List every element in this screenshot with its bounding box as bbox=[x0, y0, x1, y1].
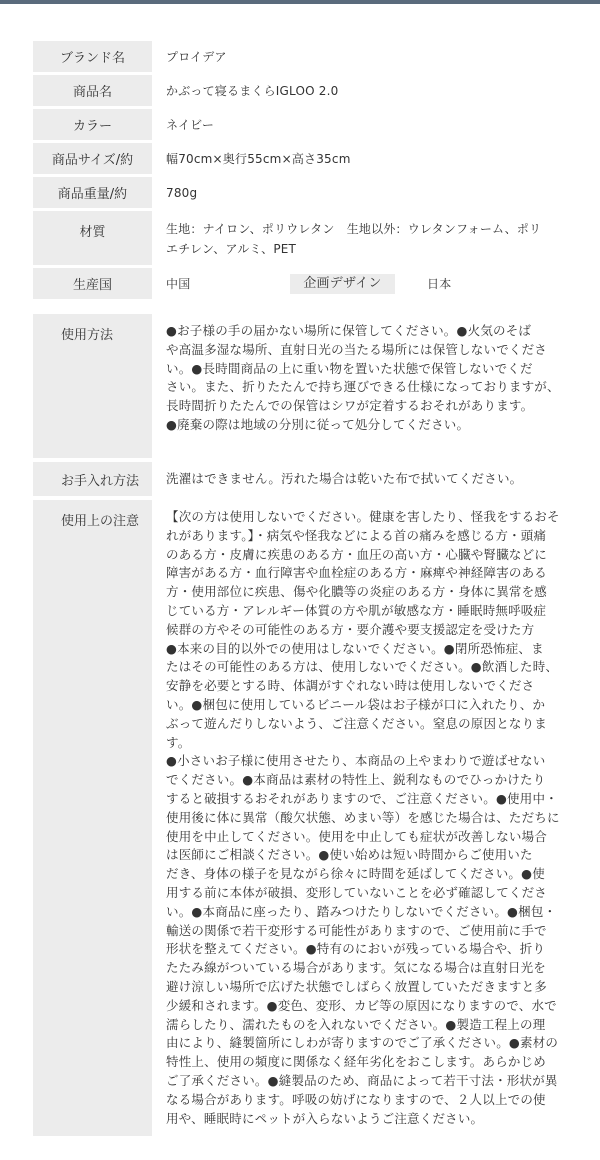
material-value bbox=[152, 211, 573, 265]
spec-row-color bbox=[33, 109, 573, 140]
caution-line: 輸送の関係で若干変形する可能性がありますので、ご使用前に手で bbox=[166, 922, 547, 938]
caution-line: 特性上、使用の頻度に関係なく経年劣化をおこします。あらかじめ bbox=[166, 1054, 547, 1070]
spec-row-weight bbox=[33, 177, 573, 208]
caution-line: のある方・皮膚に疾患のある方・血圧の高い方・心臓や腎臓などに bbox=[166, 546, 548, 562]
caution-line: 用する前に本体が破損、変形していないことを必ず確認してくださ bbox=[166, 884, 548, 900]
material-line-1: 生地：ナイロン、ポリウレタン 生地以外：ウレタンフォーム、ポリ bbox=[166, 222, 542, 236]
caution-line: なる場合があります。呼吸の妨げになりますので、２人以上での使 bbox=[166, 1091, 546, 1107]
spec-row-brand bbox=[33, 41, 573, 72]
caution-line: ぶって遊んだりしないよう、ご注意ください。窒息の原因となります。 bbox=[166, 715, 548, 750]
maintenance-row bbox=[33, 462, 573, 496]
caution-line: だき、身体の様子を見ながら徐々に時間を延ばしてください。●使 bbox=[166, 866, 545, 882]
caution-line: 由により、縫製箇所にしわが寄りますのでご了承ください。●素材の bbox=[166, 1035, 559, 1051]
caution-line: 安静を必要とする時、体調がすぐれない時は使用しないでくださ bbox=[166, 678, 535, 694]
caution-line: 方・使用部位に疾患、傷や化膿等の炎症のある方・身体に異常を感 bbox=[166, 584, 548, 600]
caution-line: 少緩和されます。●変色、変形、カビ等の原因になりますので、水で bbox=[166, 997, 557, 1013]
product-value: かぶって寝るまくらIGLOO 2.0 bbox=[166, 83, 339, 98]
caution-line: 候群の方やその可能性のある方・要介護や要支援認定を受けた方 bbox=[166, 621, 535, 637]
brand-label: ブランド名 bbox=[33, 41, 152, 72]
caution-text bbox=[152, 500, 573, 1136]
caution-line: 使用を中止してください。使用を中止しても症状が改善しない場合 bbox=[166, 828, 548, 844]
caution-line: たたみ線がついている場合があります。気になる場合は直射日光を bbox=[166, 960, 547, 976]
caution-row bbox=[33, 500, 573, 1136]
origin-label: 生産国 bbox=[33, 268, 152, 299]
caution-line: い。●梱包に使用しているビニール袋はお子様が口に入れたり、か bbox=[166, 696, 546, 712]
spec-row-material bbox=[33, 211, 573, 265]
caution-line: 濡らしたり、濡れたものを入れないでください。●製造工程上の理 bbox=[166, 1016, 546, 1032]
material-label: 材質 bbox=[33, 211, 152, 265]
maintenance-text: 洗濯はできません。汚れた場合は乾いた布で拭いてください。 bbox=[166, 470, 523, 486]
usage-label: 使用方法 bbox=[33, 314, 152, 458]
design-value: 日本 bbox=[427, 276, 452, 291]
usage-line: さい。また、折りたたんで持ち運びできる仕様になっておりますが、 bbox=[166, 379, 560, 395]
usage-line: や高温多湿な場所、直射日光の当たる場所には保管しないでくださ bbox=[166, 341, 548, 357]
caution-line: じている方・アレルギー体質の方や肌が敏感な方・睡眠時無呼吸症 bbox=[166, 602, 547, 618]
brand-value: プロイデア bbox=[166, 49, 227, 64]
design-label: 企画デザイン bbox=[290, 274, 395, 294]
usage-line: い。●長時間商品の上に重い物を置いた状態で保管しないでくだ bbox=[166, 360, 533, 376]
caution-line: ●小さいお子様に使用させたり、本商品の上やまわりで遊ばせない bbox=[166, 753, 546, 769]
caution-line: 避け涼しい場所で広げた状態でしばらく放置していただきますと多 bbox=[166, 978, 548, 994]
spec-row-origin bbox=[33, 268, 573, 299]
spec-table bbox=[33, 41, 573, 302]
origin-design-cell bbox=[152, 268, 573, 299]
caution-line: すると破損するおそれがありますので、ご注意ください。●使用中・ bbox=[166, 790, 558, 806]
size-label: 商品サイズ/約 bbox=[33, 143, 152, 174]
usage-line: ●お子様の手の届かない場所に保管してください。●火気のそば bbox=[166, 323, 532, 338]
caution-label: 使用上の注意 bbox=[33, 500, 152, 1136]
spec-row-product bbox=[33, 75, 573, 106]
caution-line: たはその可能性のある方は、使用しないでください。●飲酒した時、 bbox=[166, 659, 559, 675]
caution-line: れがあります。】・病気や怪我などによる首の痛みを感じる方・頭痛 bbox=[166, 527, 547, 543]
color-label: カラー bbox=[33, 109, 152, 140]
material-line-2: エチレン、アルミ、PET bbox=[166, 242, 297, 256]
spec-row-size bbox=[33, 143, 573, 174]
caution-line: ●本来の目的以外での使用はしないでください。●閉所恐怖症、ま bbox=[166, 640, 544, 656]
size-value: 幅70cm×奥行55cm×高さ35cm bbox=[166, 151, 351, 166]
usage-line: 長時間折りたたんでの保管はシワが定着するおそれがあります。 bbox=[166, 398, 534, 414]
caution-line: 障害がある方・血行障害や血栓症のある方・麻痺や神経障害のある bbox=[166, 565, 548, 581]
usage-row bbox=[33, 314, 573, 458]
caution-line: ご了承ください。●縫製品のため、商品によって若干寸法・形状が異 bbox=[166, 1072, 558, 1088]
weight-value: 780g bbox=[166, 185, 198, 200]
caution-line: は医師にご相談ください。●使い始めは短い時間からご使用いた bbox=[166, 847, 533, 863]
caution-line: 用や、睡眠時にペットが入らないようご注意ください。 bbox=[166, 1110, 484, 1126]
maintenance-label: お手入れ方法 bbox=[33, 462, 152, 496]
usage-text bbox=[152, 314, 573, 458]
caution-line: い。●本商品に座ったり、踏みつけたりしないでください。●梱包・ bbox=[166, 903, 557, 919]
caution-line: 【次の方は使用しないでください。健康を害したり、怪我をするおそ bbox=[166, 509, 560, 524]
care-table bbox=[33, 314, 573, 1140]
caution-line: でください。●本商品は素材の特性上、鋭利なものでひっかけたり bbox=[166, 772, 546, 788]
usage-line: ●廃棄の際は地域の分別に従って処分してください。 bbox=[166, 416, 470, 432]
weight-label: 商品重量/約 bbox=[33, 177, 152, 208]
color-value: ネイビー bbox=[166, 117, 215, 132]
product-label: 商品名 bbox=[33, 75, 152, 106]
origin-value: 中国 bbox=[166, 276, 191, 291]
caution-line: 形状を整えてください。●特有のにおいが残っている場合や、折り bbox=[166, 941, 546, 957]
caution-line: 使用後に体に異常（酸欠状態、めまい等）を感じた場合は、ただちに bbox=[166, 809, 560, 825]
top-border bbox=[0, 0, 600, 4]
